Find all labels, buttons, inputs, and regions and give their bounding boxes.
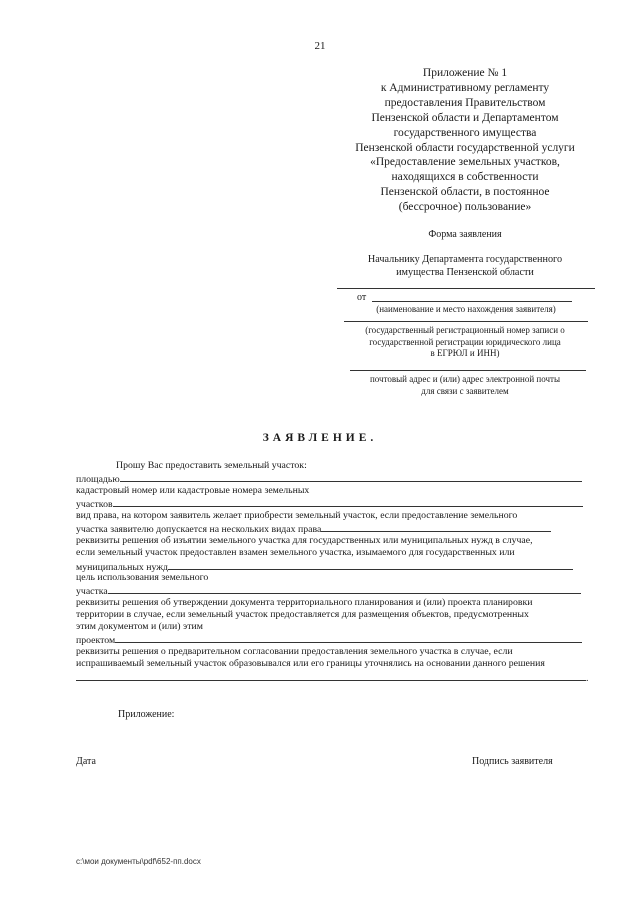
- planning-field[interactable]: [115, 633, 582, 643]
- prelim-period: .: [586, 673, 589, 684]
- appendix-line: «Предоставление земельных участков,: [370, 156, 560, 169]
- prelim-row: [76, 671, 588, 685]
- right-label-2: участка заявителю допускается на нескольких видах права: [76, 524, 322, 535]
- seizure-label-1: реквизиты решения об изъятии земельного участка для государственных или муниципальных нужд в случае,: [76, 535, 533, 546]
- appendix-line: находящихся в собственности: [391, 171, 539, 184]
- attachment-label: Приложение:: [118, 709, 175, 720]
- cadastral-field[interactable]: [113, 497, 583, 507]
- addressee: [330, 253, 600, 279]
- cadastral-label-1: кадастровый номер или кадастровые номера земельных: [76, 485, 310, 496]
- signature-label: Подпись заявителя: [472, 756, 553, 767]
- appendix-line: (бессрочное) пользование»: [398, 201, 532, 214]
- document-heading: ЗАЯВЛЕНИЕ.: [262, 432, 378, 444]
- area-field[interactable]: [120, 472, 582, 482]
- from-caption: (наименование и место нахождения заявителя): [376, 304, 556, 314]
- file-path: c:\мои документы\pdf\652-пп.docx: [76, 857, 201, 866]
- cadastral-label-2: участков: [76, 499, 113, 510]
- right-row: [76, 522, 551, 536]
- planning-row: [76, 633, 582, 647]
- seizure-label-3: муниципальных нужд: [76, 562, 169, 573]
- appendix-line: государственного имущества: [393, 126, 537, 139]
- appendix-line: Пензенской области, в постоянное: [380, 186, 550, 199]
- appendix-line: Приложение № 1: [422, 67, 508, 79]
- planning-label-4: проектом: [76, 635, 116, 646]
- from-label: от: [357, 292, 367, 303]
- addressee-line: имущества Пензенской области: [396, 267, 534, 278]
- area-label: площадью: [76, 474, 120, 485]
- appendix-header: [330, 66, 600, 215]
- contact-field-line: [350, 370, 586, 371]
- cadastral-row: [76, 497, 583, 511]
- page-number: 21: [314, 40, 326, 52]
- area-row: [76, 472, 582, 486]
- from-field-line: [372, 301, 572, 302]
- reg-caption-line: государственной регистрации юридического лица: [369, 336, 561, 347]
- reg-caption-line: (государственный регистрационный номер записи о: [365, 325, 565, 335]
- appendix-line: Пензенской области государственной услуги: [355, 141, 575, 154]
- planning-label-3: этим документом и (или) этим: [76, 621, 203, 632]
- form-title: Форма заявления: [428, 229, 502, 240]
- reg-field-line: [344, 321, 588, 322]
- purpose-label-1: цель использования земельного: [76, 572, 209, 583]
- prelim-label-1: реквизиты решения о предварительном согласовании предоставления земельного участка в случае, если: [76, 646, 513, 657]
- right-field[interactable]: [321, 522, 551, 532]
- appendix-line: к Административному регламенту: [380, 81, 550, 94]
- planning-label-1: реквизиты решения об утверждении документа территориального планирования и (или) проекта планировки: [76, 597, 533, 608]
- purpose-label-2: участка: [76, 586, 108, 597]
- addressee-line: Начальнику Департамента государственного: [367, 254, 563, 265]
- purpose-field[interactable]: [108, 584, 581, 594]
- prelim-field[interactable]: [76, 671, 586, 681]
- prelim-label-2: испрашиваемый земельный участок образовывался или его границы уточнялись на основании данного решения: [76, 658, 545, 669]
- seizure-field[interactable]: [168, 560, 573, 570]
- planning-label-2: территории в случае, если земельный участок предоставляется для размещения объектов, предусмотренных: [76, 609, 529, 620]
- right-label-1: вид права, на котором заявитель желает приобрести земельный участок, если предоставление земельного: [76, 510, 518, 521]
- appendix-line: Пензенской области и Департаментом: [371, 111, 559, 124]
- reg-caption: [330, 325, 600, 360]
- contact-caption-line: для связи с заявителем: [421, 385, 509, 396]
- contact-caption-line: почтовый адрес и (или) адрес электронной почты: [369, 374, 561, 384]
- date-label: Дата: [76, 756, 96, 767]
- divider-line: [337, 288, 595, 289]
- intro-text: Прошу Вас предоставить земельный участок:: [116, 460, 307, 471]
- purpose-row: [76, 584, 581, 598]
- seizure-label-2: если земельный участок предоставлен взамен земельного участка, изымаемого для государственных или: [76, 547, 515, 558]
- appendix-line: предоставления Правительством: [384, 96, 546, 109]
- reg-caption-line: в ЕГРЮЛ и ИНН): [430, 348, 500, 358]
- contact-caption: [330, 374, 600, 397]
